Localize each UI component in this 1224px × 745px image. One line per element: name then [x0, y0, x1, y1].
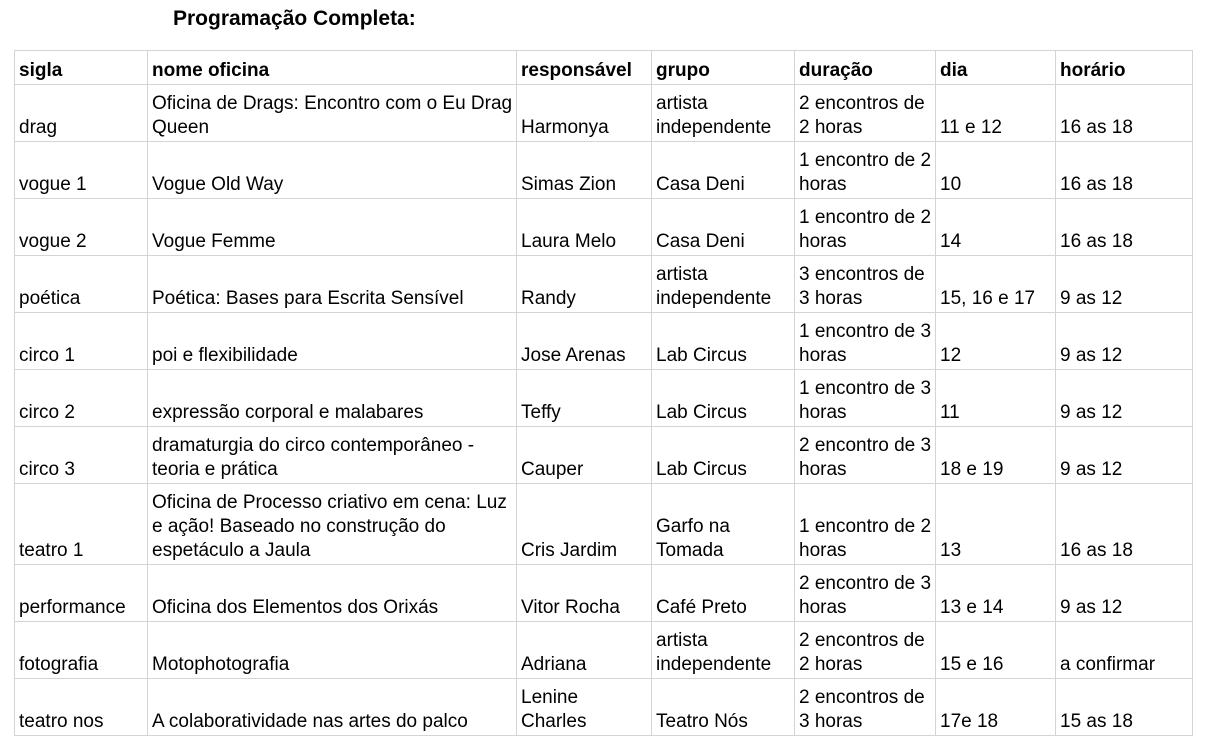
- cell-duracao: 3 encontros de 3 horas: [795, 256, 936, 313]
- cell-duracao: 1 encontro de 3 horas: [795, 370, 936, 427]
- cell-dia: 11: [936, 370, 1056, 427]
- cell-grupo: artista independente: [652, 256, 795, 313]
- cell-horario: 9 as 12: [1056, 565, 1193, 622]
- cell-duracao: 1 encontro de 3 horas: [795, 313, 936, 370]
- header-row: [15, 51, 1193, 85]
- cell-grupo: Lab Circus: [652, 427, 795, 484]
- cell-responsavel: Simas Zion: [517, 142, 652, 199]
- cell-dia: 14: [936, 199, 1056, 256]
- cell-grupo: Casa Deni: [652, 142, 795, 199]
- cell-nome-oficina: poi e flexibilidade: [148, 313, 517, 370]
- cell-nome-oficina: Poética: Bases para Escrita Sensível: [148, 256, 517, 313]
- cell-duracao: 2 encontro de 3 horas: [795, 427, 936, 484]
- cell-grupo: Casa Deni: [652, 199, 795, 256]
- cell-grupo: Café Preto: [652, 565, 795, 622]
- cell-responsavel: Teffy: [517, 370, 652, 427]
- cell-horario: 16 as 18: [1056, 484, 1193, 565]
- cell-horario: 9 as 12: [1056, 370, 1193, 427]
- cell-nome-oficina: A colaboratividade nas artes do palco: [148, 679, 517, 736]
- cell-grupo: artista independente: [652, 85, 795, 142]
- table-row: [15, 565, 1193, 622]
- cell-sigla: poética: [15, 256, 148, 313]
- cell-duracao: 2 encontros de 2 horas: [795, 85, 936, 142]
- cell-dia: 10: [936, 142, 1056, 199]
- column-header-nome-oficina: nome oficina: [148, 51, 517, 85]
- cell-horario: 16 as 18: [1056, 142, 1193, 199]
- cell-nome-oficina: dramaturgia do circo contemporâneo - teoria e prática: [148, 427, 517, 484]
- cell-dia: 17e 18: [936, 679, 1056, 736]
- column-header-responsavel: responsável: [517, 51, 652, 85]
- cell-horario: 15 as 18: [1056, 679, 1193, 736]
- schedule-table: [14, 50, 1193, 736]
- table-row: [15, 484, 1193, 565]
- cell-horario: 9 as 12: [1056, 427, 1193, 484]
- cell-responsavel: Lenine Charles: [517, 679, 652, 736]
- table-row: [15, 370, 1193, 427]
- cell-grupo: artista independente: [652, 622, 795, 679]
- cell-grupo: Garfo na Tomada: [652, 484, 795, 565]
- cell-horario: 16 as 18: [1056, 85, 1193, 142]
- cell-duracao: 2 encontro de 3 horas: [795, 565, 936, 622]
- table-row: [15, 85, 1193, 142]
- cell-responsavel: Laura Melo: [517, 199, 652, 256]
- cell-horario: 9 as 12: [1056, 256, 1193, 313]
- cell-responsavel: Cris Jardim: [517, 484, 652, 565]
- cell-responsavel: Harmonya: [517, 85, 652, 142]
- cell-duracao: 1 encontro de 2 horas: [795, 484, 936, 565]
- column-header-sigla: sigla: [15, 51, 148, 85]
- cell-sigla: performance: [15, 565, 148, 622]
- cell-nome-oficina: Oficina de Processo criativo em cena: Luz e ação! Baseado no construção do espetáculo a Jaula: [148, 484, 517, 565]
- column-header-dia: dia: [936, 51, 1056, 85]
- cell-duracao: 2 encontros de 3 horas: [795, 679, 936, 736]
- cell-grupo: Lab Circus: [652, 313, 795, 370]
- cell-grupo: Teatro Nós: [652, 679, 795, 736]
- cell-dia: 12: [936, 313, 1056, 370]
- cell-responsavel: Randy: [517, 256, 652, 313]
- cell-nome-oficina: Oficina dos Elementos dos Orixás: [148, 565, 517, 622]
- cell-dia: 18 e 19: [936, 427, 1056, 484]
- page-title: Programação Completa:: [173, 7, 416, 30]
- cell-nome-oficina: Vogue Femme: [148, 199, 517, 256]
- table-row: [15, 313, 1193, 370]
- cell-horario: 16 as 18: [1056, 199, 1193, 256]
- cell-sigla: circo 3: [15, 427, 148, 484]
- cell-nome-oficina: Oficina de Drags: Encontro com o Eu Drag Queen: [148, 85, 517, 142]
- cell-horario: 9 as 12: [1056, 313, 1193, 370]
- cell-grupo: Lab Circus: [652, 370, 795, 427]
- table-row: [15, 679, 1193, 736]
- column-header-grupo: grupo: [652, 51, 795, 85]
- cell-dia: 15 e 16: [936, 622, 1056, 679]
- cell-dia: 11 e 12: [936, 85, 1056, 142]
- cell-sigla: teatro 1: [15, 484, 148, 565]
- cell-responsavel: Cauper: [517, 427, 652, 484]
- cell-duracao: 2 encontros de 2 horas: [795, 622, 936, 679]
- table-row: [15, 199, 1193, 256]
- cell-nome-oficina: expressão corporal e malabares: [148, 370, 517, 427]
- table-row: [15, 142, 1193, 199]
- cell-sigla: vogue 2: [15, 199, 148, 256]
- cell-sigla: drag: [15, 85, 148, 142]
- cell-dia: 15, 16 e 17: [936, 256, 1056, 313]
- table-row: [15, 427, 1193, 484]
- cell-horario: a confirmar: [1056, 622, 1193, 679]
- cell-sigla: fotografia: [15, 622, 148, 679]
- cell-responsavel: Vitor Rocha: [517, 565, 652, 622]
- cell-nome-oficina: Vogue Old Way: [148, 142, 517, 199]
- cell-responsavel: Jose Arenas: [517, 313, 652, 370]
- cell-duracao: 1 encontro de 2 horas: [795, 142, 936, 199]
- cell-sigla: circo 2: [15, 370, 148, 427]
- cell-sigla: circo 1: [15, 313, 148, 370]
- column-header-duracao: duração: [795, 51, 936, 85]
- cell-duracao: 1 encontro de 2 horas: [795, 199, 936, 256]
- cell-nome-oficina: Motophotografia: [148, 622, 517, 679]
- cell-responsavel: Adriana: [517, 622, 652, 679]
- cell-dia: 13 e 14: [936, 565, 1056, 622]
- column-header-horario: horário: [1056, 51, 1193, 85]
- cell-sigla: teatro nos: [15, 679, 148, 736]
- cell-dia: 13: [936, 484, 1056, 565]
- cell-sigla: vogue 1: [15, 142, 148, 199]
- table-row: [15, 622, 1193, 679]
- table-row: [15, 256, 1193, 313]
